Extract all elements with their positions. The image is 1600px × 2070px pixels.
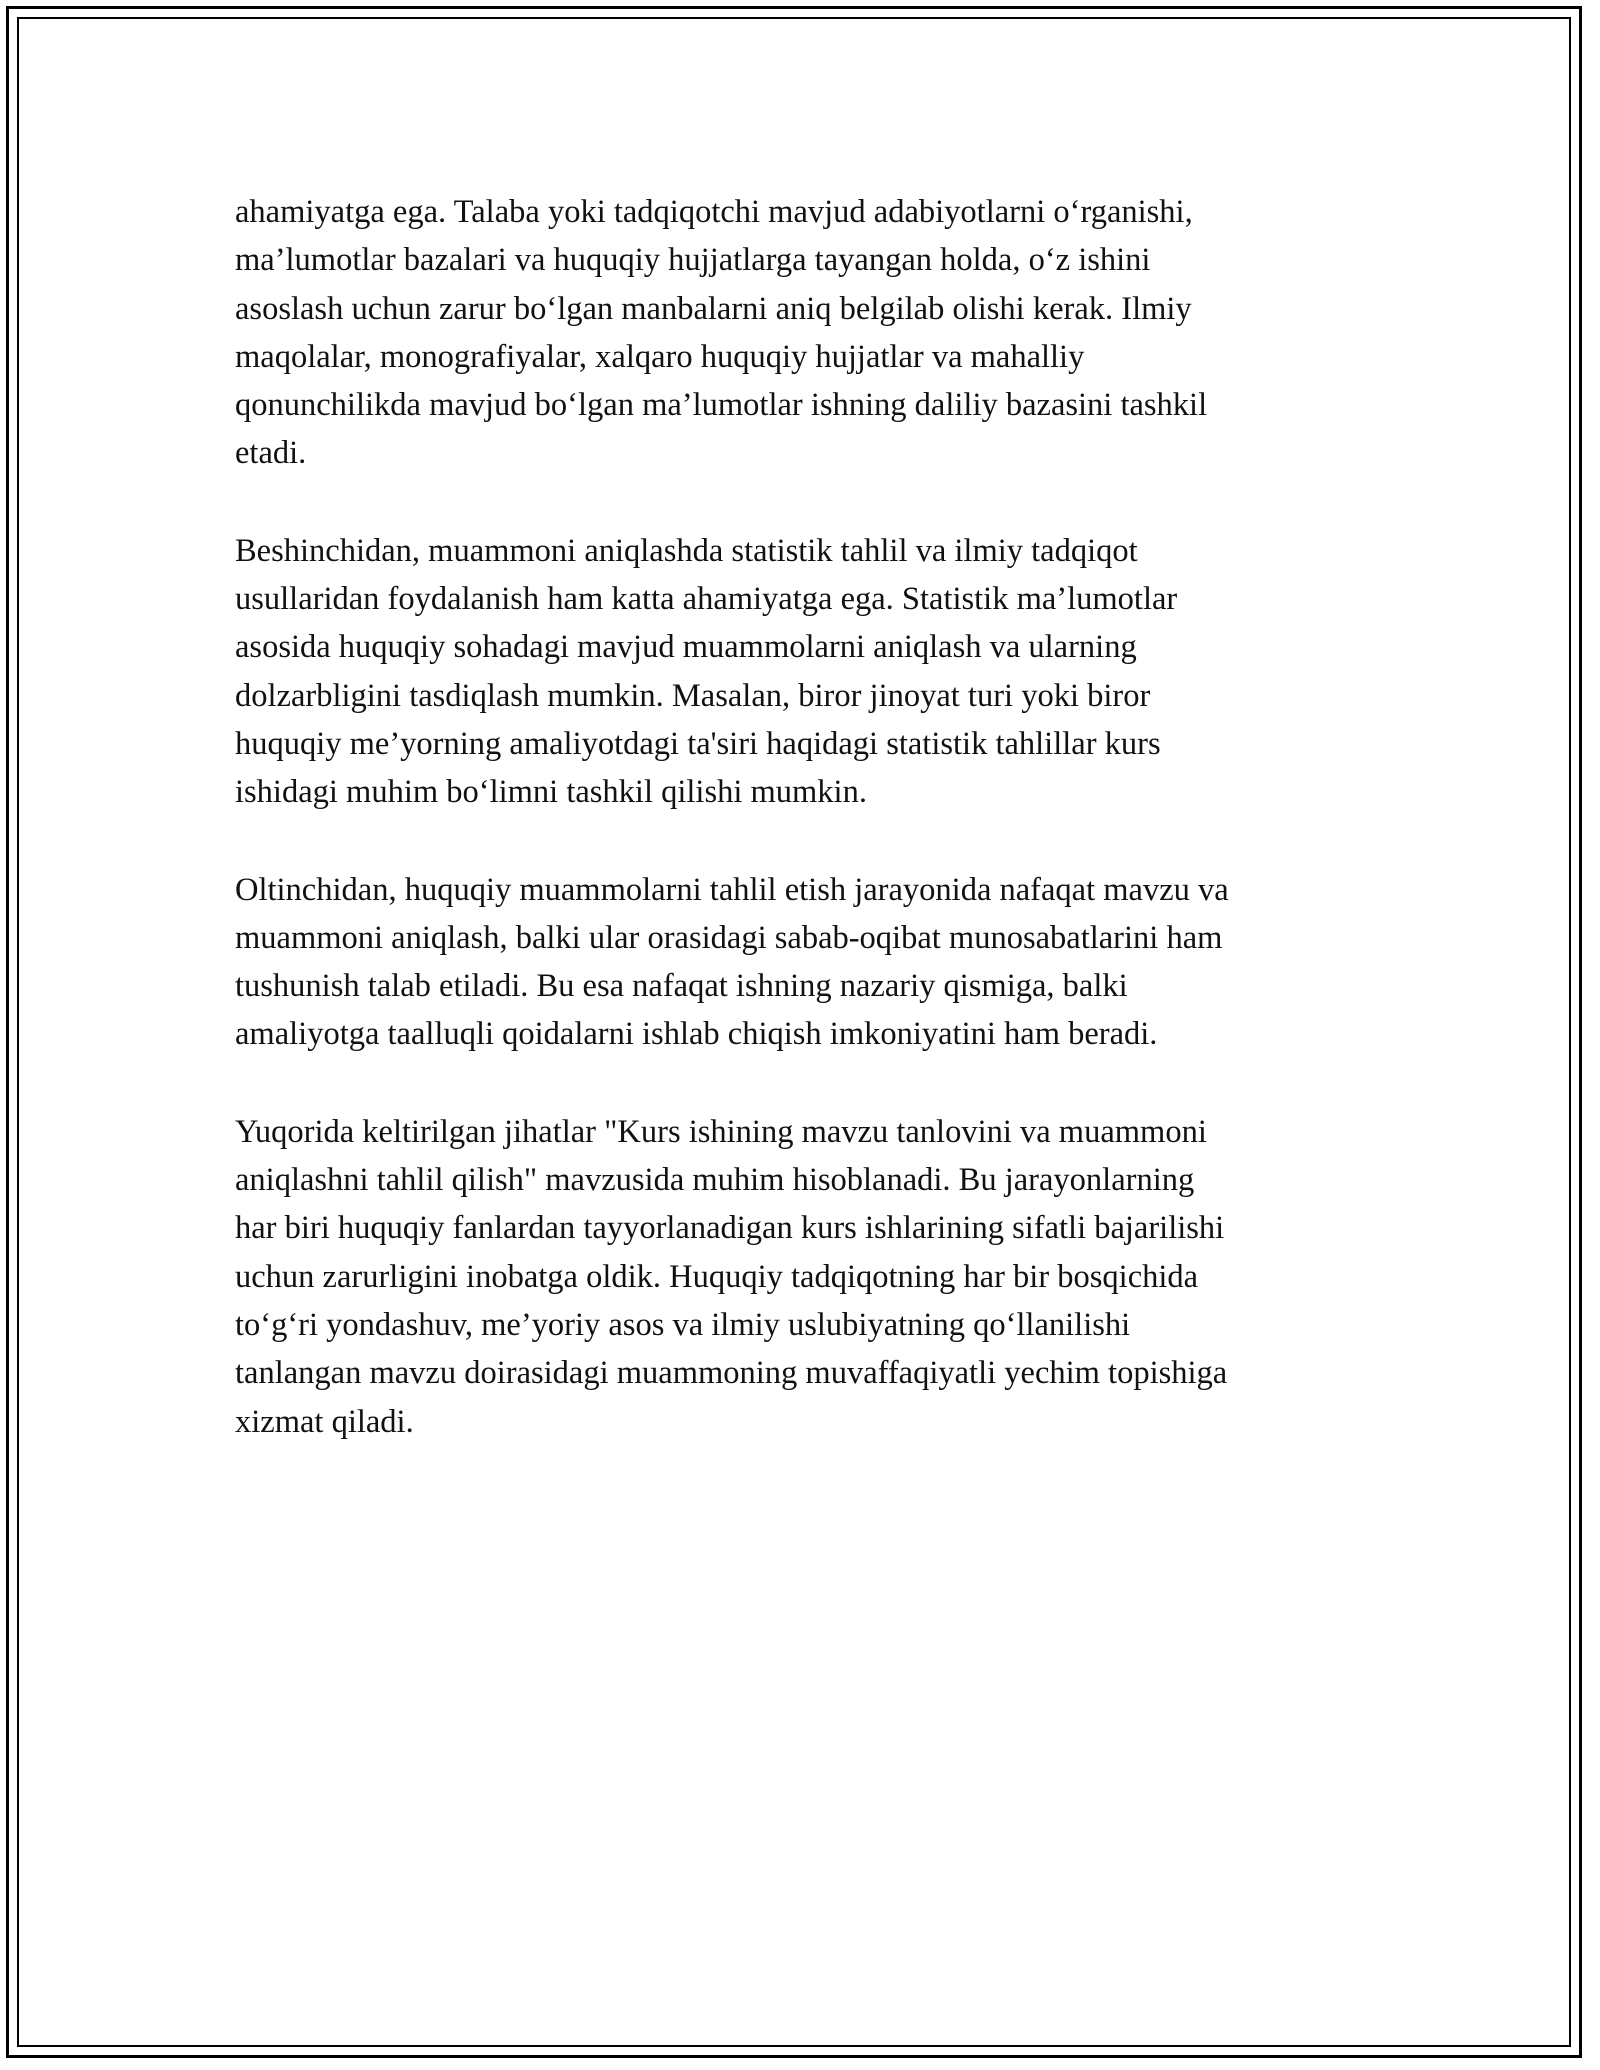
paragraph-1: ahamiyatga ega. Talaba yoki tadqiqotchi mavjud adabiyotlarni o‘rganishi, ma’lumotlar bazalari va huquqiy hujjatlarga tayangan holda, o‘z ishini asoslash uchun zarur bo‘lgan manbalarni aniq belgilab olishi kerak. Ilmiy maqolalar, monografiyalar, xalqaro huquqiy hujjatlar va mahalliy qonunchilikda mavjud bo‘lgan ma’lumotlar ishning daliliy bazasini tashkil etadi.: [235, 194, 1208, 472]
paragraph-3: Oltinchidan, huquqiy muammolarni tahlil etish jarayonida nafaqat mavzu va muammoni aniqlash, balki ular orasidagi sabab-oqibat munosabatlarini ham tushunish talab etiladi. Bu esa nafaqat ishning nazariy qismiga, balki amaliyotga taalluqli qoidalarni ishlab chiqish imkoniyatini ham beradi.: [235, 871, 1229, 1053]
paragraph-2: Beshinchidan, muammoni aniqlashda statistik tahlil va ilmiy tadqiqot usullaridan foydalanish ham katta ahamiyatga ega. Statistik ma’lumotlar asosida huquqiy sohadagi mavjud muammolarni aniqlash va ularning dolzarbligini tasdiqlash mumkin. Masalan, biror jinoyat turi yoki biror huquqiy me’yorning amaliyotdagi ta'siri haqidagi statistik tahlillar kurs ishidagi muhim bo‘limni tashkil qilishi mumkin.: [235, 532, 1178, 811]
paragraph-4: Yuqorida keltirilgan jihatlar "Kurs ishining mavzu tanlovini va muammoni aniqlashni tahlil qilish" mavzusida muhim hisoblanadi. Bu jarayonlarning har biri huquqiy fanlardan tayyorlanadigan kurs ishlarining sifatli bajarilishi uchun zarurligini inobatga oldik. Huquqiy tadqiqotning har bir bosqichida to‘g‘ri yondashuv, me’yoriy asos va ilmiy uslubiyatning qo‘llanilishi tanlangan mavzu doirasidagi muammoning muvaffaqiyatli yechim topishiga xizmat qiladi.: [235, 1113, 1228, 1440]
document-body: [235, 188, 1365, 1495]
